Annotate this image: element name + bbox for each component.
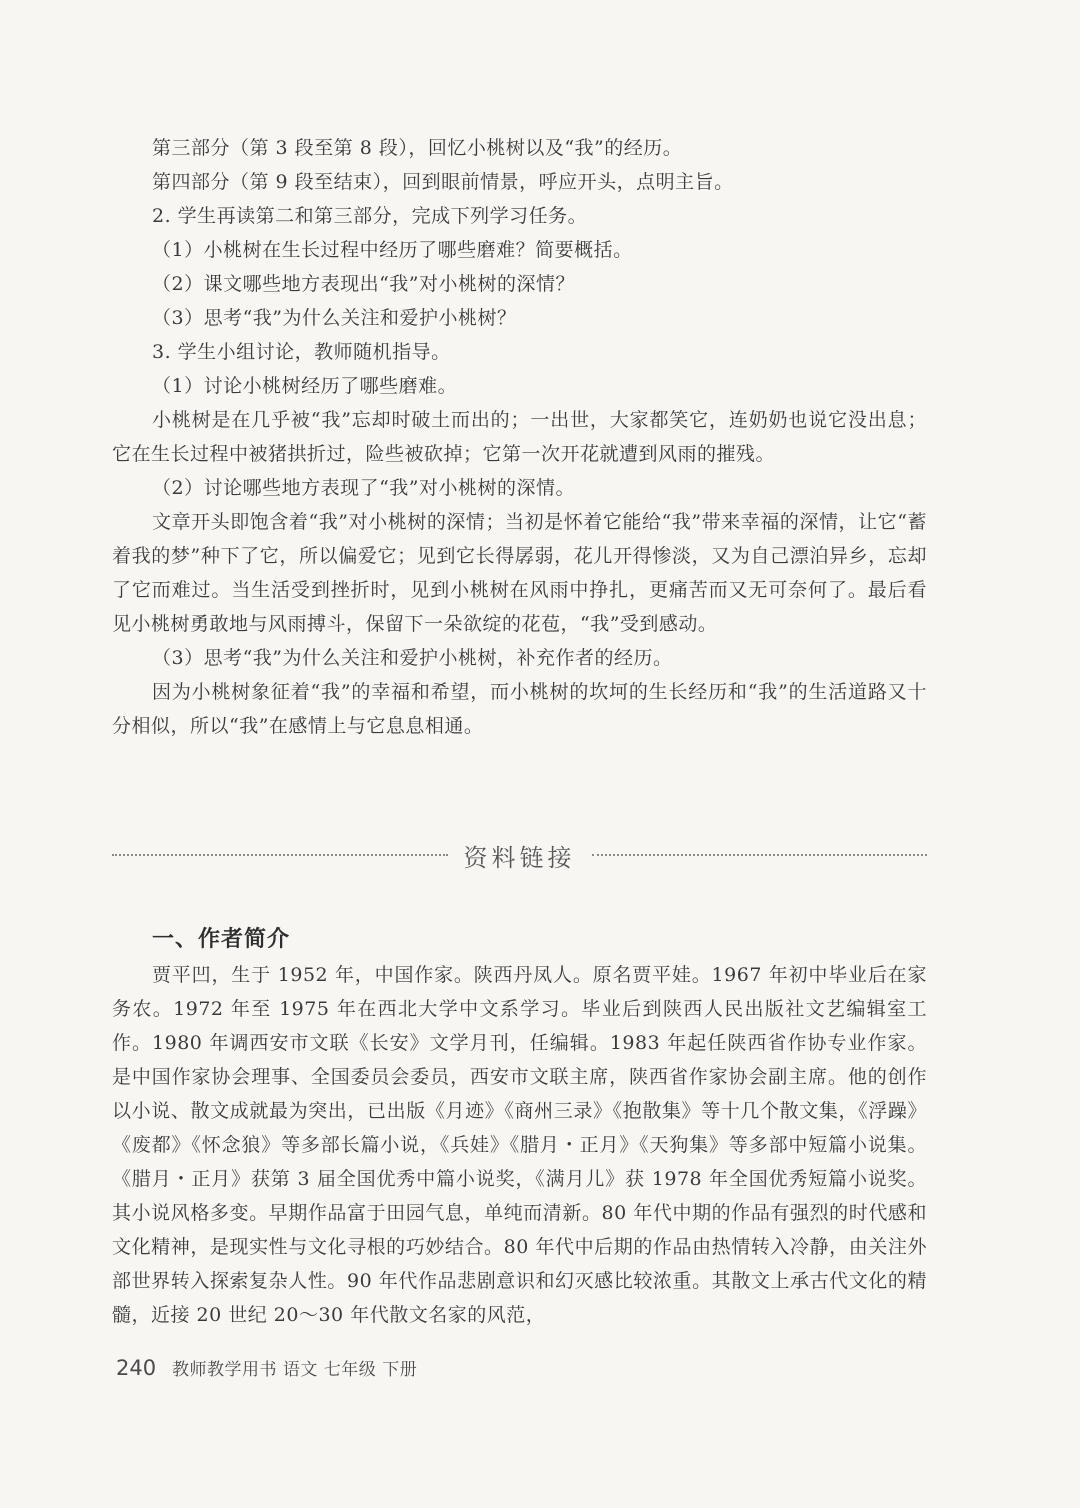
body-paragraph: （1）小桃树在生长过程中经历了哪些磨难？简要概括。: [152, 239, 633, 261]
book-title: 教师教学用书 语文 七年级 下册: [172, 1360, 418, 1380]
body-paragraph: 因为小桃树象征着“我”的幸福和希望，而小桃树的坎坷的生长经历和“我”的生活道路又十分相似，所以“我”在感情上与它息息相通。: [112, 681, 927, 737]
divider-line-left: [112, 854, 448, 856]
page-footer: [116, 1355, 417, 1380]
body-paragraph: （2）课文哪些地方表现出“我”对小桃树的深情？: [152, 273, 576, 295]
body-paragraph: 文章开头即饱含着“我”对小桃树的深情；当初是怀着它能给“我”带来幸福的深情，让它“蓄着我的梦”种下了它，所以偏爱它；见到它长得孱弱，花儿开得惨淡，又为自己漂泊异乡，忘却了它而难过。当生活受到挫折时，见到小桃树在风雨中挣扎，更痛苦而又无可奈何了。最后看见小桃树勇敢地与风雨搏斗，保留下一朵欲绽的花苞，“我”受到感动。: [112, 511, 927, 635]
body-paragraph: （3）思考“我”为什么关注和爱护小桃树？: [152, 307, 517, 329]
body-paragraph: 小桃树是在几乎被“我”忘却时破土而出的；一出世，大家都笑它，连奶奶也说它没出息；它在生长过程中被猪拱折过，险些被砍掉；它第一次开花就遭到风雨的摧残。: [112, 409, 927, 465]
body-paragraph: （1）讨论小桃树经历了哪些磨难。: [152, 375, 458, 397]
page-number: 240: [116, 1356, 157, 1380]
body-paragraph: 第三部分（第 3 段至第 8 段），回忆小桃树以及“我”的经历。: [152, 137, 683, 159]
body-paragraph: 2. 学生再读第二和第三部分，完成下列学习任务。: [152, 205, 588, 227]
author-intro: [112, 958, 927, 1332]
section-heading: 一、作者简介: [152, 927, 291, 952]
body-paragraph: 3. 学生小组讨论，教师随机指导。: [152, 341, 451, 363]
body-paragraph: 第四部分（第 9 段至结束），回到眼前情景，呼应开头，点明主旨。: [152, 171, 734, 193]
divider-line-right: [592, 854, 928, 856]
body-paragraph: （3）思考“我”为什么关注和爱护小桃树，补充作者的经历。: [152, 647, 673, 669]
section-divider: [112, 835, 927, 875]
divider-label: 资料链接: [463, 843, 576, 872]
lesson-body: [112, 131, 927, 743]
author-paragraph: 贾平凹，生于 1952 年，中国作家。陕西丹凤人。原名贾平娃。1967 年初中毕业后在家务农。1972 年至 1975 年在西北大学中文系学习。毕业后到陕西人民出版社文艺编辑室工作。1980 年调西安市文联《长安》文学月刊，任编辑。1983 年起任陕西省作协专业作家。是中国作家协会理事、全国委员会委员，西安市文联主席，陕西省作家协会副主席。他的创作以小说、散文成就最为突出，已出版《月迹》《商州三录》《抱散集》等十几个散文集，《浮躁》《废都》《怀念狼》等多部长篇小说，《兵娃》《腊月・正月》《天狗集》等多部中短篇小说集。《腊月・正月》获第 3 届全国优秀中篇小说奖，《满月儿》获 1978 年全国优秀短篇小说奖。其小说风格多变。早期作品富于田园气息，单纯而清新。80 年代中期的作品有强烈的时代感和文化精神，是现实性与文化寻根的巧妙结合。80 年代中后期的作品由热情转入冷静，由关注外部世界转入探索复杂人性。90 年代作品悲剧意识和幻灭感比较浓重。其散文上承古代文化的精髓，近接 20 世纪 20～30 年代散文名家的风范，: [112, 964, 927, 1326]
body-paragraph: （2）讨论哪些地方表现了“我”对小桃树的深情。: [152, 477, 576, 499]
